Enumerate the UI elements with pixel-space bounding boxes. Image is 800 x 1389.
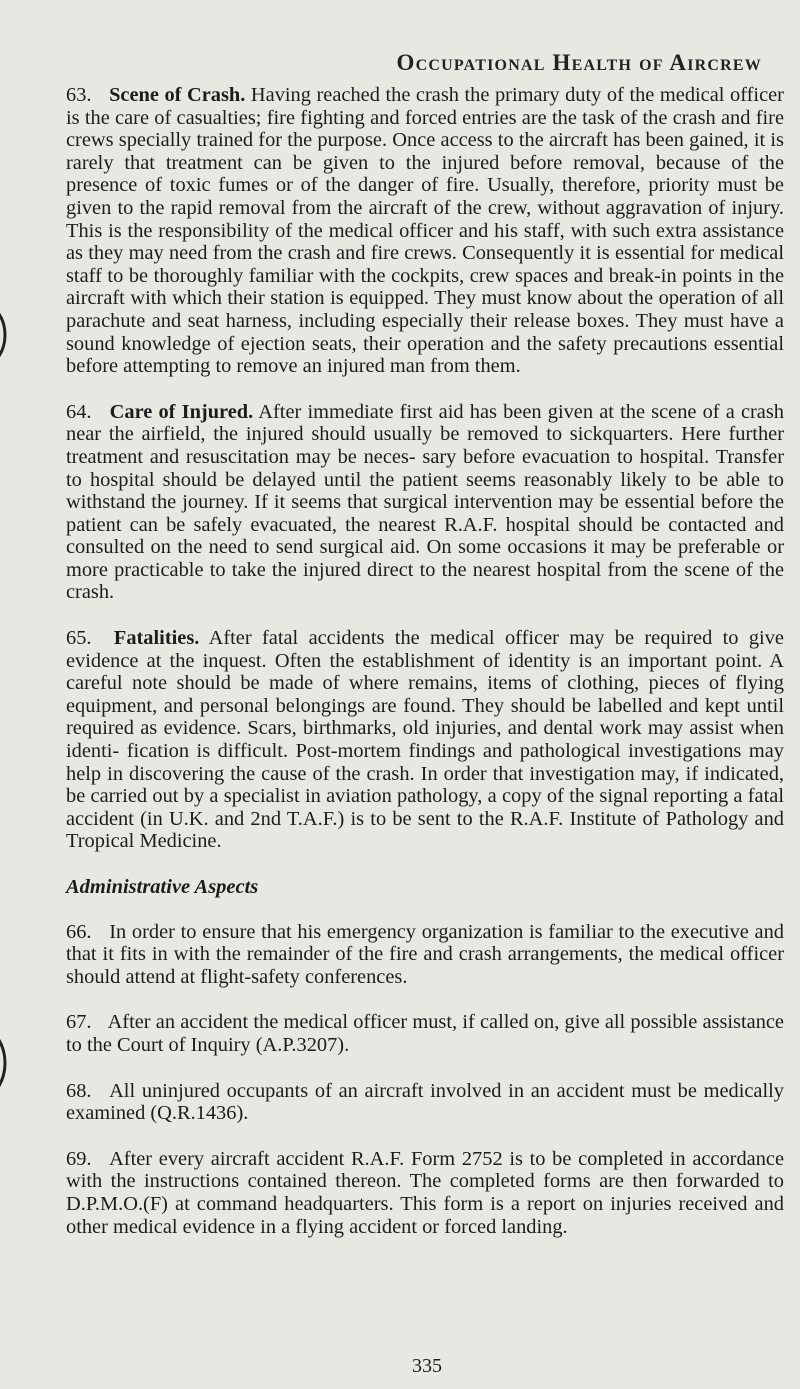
paragraph-63 [66, 84, 784, 378]
paragraph-text: After every aircraft accident R.A.F. Form 2752 is to be completed in accordance with the instructions contained thereon. The completed forms are then forwarded to D.P.M.O.(F) at command headquarters. This form is a report on injuries received and other medical evidence in a flying accident or forced landing. [66, 1147, 784, 1238]
paragraph-number: 67. [66, 1011, 92, 1034]
paragraph-65 [66, 627, 784, 853]
paragraph-68 [66, 1080, 784, 1125]
paragraph-text: All uninjured occupants of an aircraft involved in an accident must be medically examined (Q.R.1436). [66, 1079, 784, 1125]
page-body [66, 84, 784, 1238]
paragraph-number: 63. [66, 84, 92, 106]
section-heading: Administrative Aspects [66, 876, 259, 898]
paragraph-number: 64. [66, 400, 92, 423]
paragraph-69 [66, 1148, 784, 1238]
paragraph-heading: Care of Injured. [109, 400, 254, 423]
paragraph-67 [66, 1011, 784, 1056]
running-head: Occupational Health of Aircrew [396, 50, 762, 75]
page-number: 335 [412, 1355, 442, 1377]
paragraph-heading: Fatalities. [113, 627, 200, 650]
paragraph-text: After an accident the medical officer must, if called on, give all possible assistance to the Court of Inquiry (A.P.3207). [66, 1011, 784, 1056]
paragraph-number: 69. [66, 1147, 92, 1170]
paragraph-number: 68. [66, 1079, 92, 1102]
binding-bracket-mark [0, 312, 8, 358]
paragraph-number: 66. [66, 920, 92, 943]
paragraph-64 [66, 401, 784, 604]
paragraph-heading: Scene of Crash. [109, 84, 246, 106]
paragraph-text: Having reached the crash the primary duty of the medical officer is the care of casualties; fire fighting and forced entries are the task of the crash and fire crews specially trained for the purpose. Once access to the aircraft has been gained, it is rarely that treatment can be given to the injured before removal, because of the presence of toxic fumes or of the danger of fire. Usually, therefore, priority must be given to the rapid removal from the aircraft of the crew, without aggravation of injury. This is the responsibility of the medical officer and his staff, with such extra assistance as they may need from the crash and fire crews. Consequently it is essential for medical staff to be thoroughly familiar with the cockpits, crew spaces and break-in points in the aircraft with which their station is equipped. They must know about the operation of all parachute and seat harness, including especially their release boxes. They must have a sound knowledge of ejection seats, their operation and the safety precautions essential before attempting to remove an injured man from them. [66, 84, 784, 378]
paragraph-text: In order to ensure that his emergency organization is familiar to the executive and that it fits in with the remainder of the fire and crash arrangements, the medical officer should attend at flight-safety conferences. [66, 920, 784, 988]
binding-bracket-mark [0, 1038, 8, 1088]
paragraph-number: 65. [66, 627, 92, 650]
paragraph-text: After fatal accidents the medical officer may be required to give evidence at the inquest. Often the establishment of identity is an important point. A careful note should be made of where remains, items of clothing, pieces of flying equipment, and personal belongings are found. They should be labelled and kept until required as evidence. Scars, birthmarks, old injuries, and dental work may assist when identi- fication is difficult. Post-mortem findings and pathological investigations may help in discovering the cause of the crash. In order that investigation may, if indicated, be carried out by a specialist in aviation pathology, a copy of the signal reporting a fatal accident (in U.K. and 2nd T.A.F.) is to be sent to the R.A.F. Institute of Pathology and Tropical Medicine. [66, 627, 784, 853]
paragraph-text: After immediate first aid has been given at the scene of a crash near the airfield, the injured should usually be removed to sickquarters. Here further treatment and resuscitation may be neces- sary before evacuation to hospital. Transfer to hospital should be delayed until the patient seems reasonably likely to be able to withstand the journey. If it seems that surgical intervention may be essential before the patient can be safely evacuated, the nearest R.A.F. hospital should be contacted and consulted on the need to send surgical aid. On some occasions it may be preferable or more practicable to take the injured direct to the nearest hospital from the scene of the crash. [66, 400, 784, 604]
paragraph-66 [66, 921, 784, 989]
